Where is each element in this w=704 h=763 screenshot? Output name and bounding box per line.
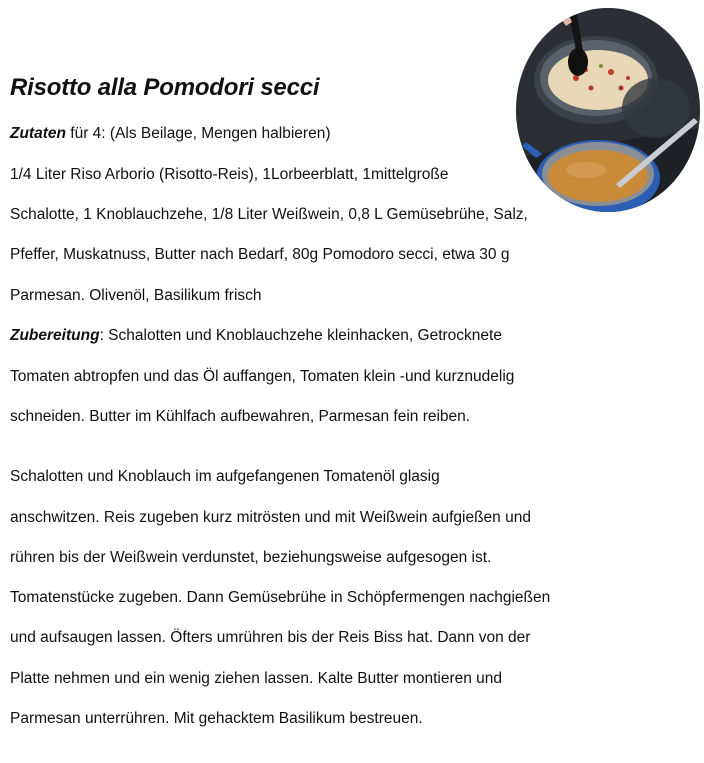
preparation-first-line: : Schalotten und Knoblauchzehe kleinhacken, Getrocknete — [99, 327, 502, 344]
ingredients-heading: Zutaten — [10, 125, 66, 142]
method-line: Parmesan unterrühren. Mit gehacktem Basilikum bestreuen. — [10, 710, 423, 727]
method-line: rühren bis der Weißwein verdunstet, beziehungsweise aufgesogen ist. — [10, 549, 492, 566]
method-line: Schalotten und Knoblauch im aufgefangenen Tomatenöl glasig — [10, 468, 440, 485]
ingredients-intro: für 4: (Als Beilage, Mengen halbieren) — [65, 125, 331, 142]
preparation-heading-line — [10, 326, 502, 346]
preparation-line: schneiden. Butter im Kühlfach aufbewahren, Parmesan fein reiben. — [10, 408, 471, 425]
ingredients-line: Parmesan. Olivenöl, Basilikum frisch — [10, 287, 262, 304]
ingredients-line: Schalotte, 1 Knoblauchzehe, 1/8 Liter Weißwein, 0,8 L Gemüsebrühe, Salz, — [10, 206, 528, 223]
preparation-line: Tomaten abtropfen und das Öl auffangen, Tomaten klein -und kurznudelig — [10, 368, 515, 385]
ingredients-line: 1/4 Liter Riso Arborio (Risotto-Reis), 1Lorbeerblatt, 1mittelgroße — [10, 166, 449, 183]
method-line: Tomatenstücke zugeben. Dann Gemüsebrühe in Schöpfermengen nachgießen — [10, 589, 551, 606]
risotto-photo — [516, 8, 700, 212]
method-line: Platte nehmen und ein wenig ziehen lassen. Kalte Butter montieren und — [10, 670, 503, 687]
preparation-heading: Zubereitung — [10, 327, 100, 344]
ingredients-line: Pfeffer, Muskatnuss, Butter nach Bedarf, 80g Pomodoro secci, etwa 30 g — [10, 246, 510, 263]
ingredients-heading-line — [10, 124, 330, 144]
method-line: und aufsaugen lassen. Öfters umrühren bis der Reis Biss hat. Dann von der — [10, 629, 531, 646]
recipe-title: Risotto alla Pomodori secci — [10, 74, 320, 101]
method-line: anschwitzen. Reis zugeben kurz mitrösten und mit Weißwein aufgießen und — [10, 509, 531, 526]
